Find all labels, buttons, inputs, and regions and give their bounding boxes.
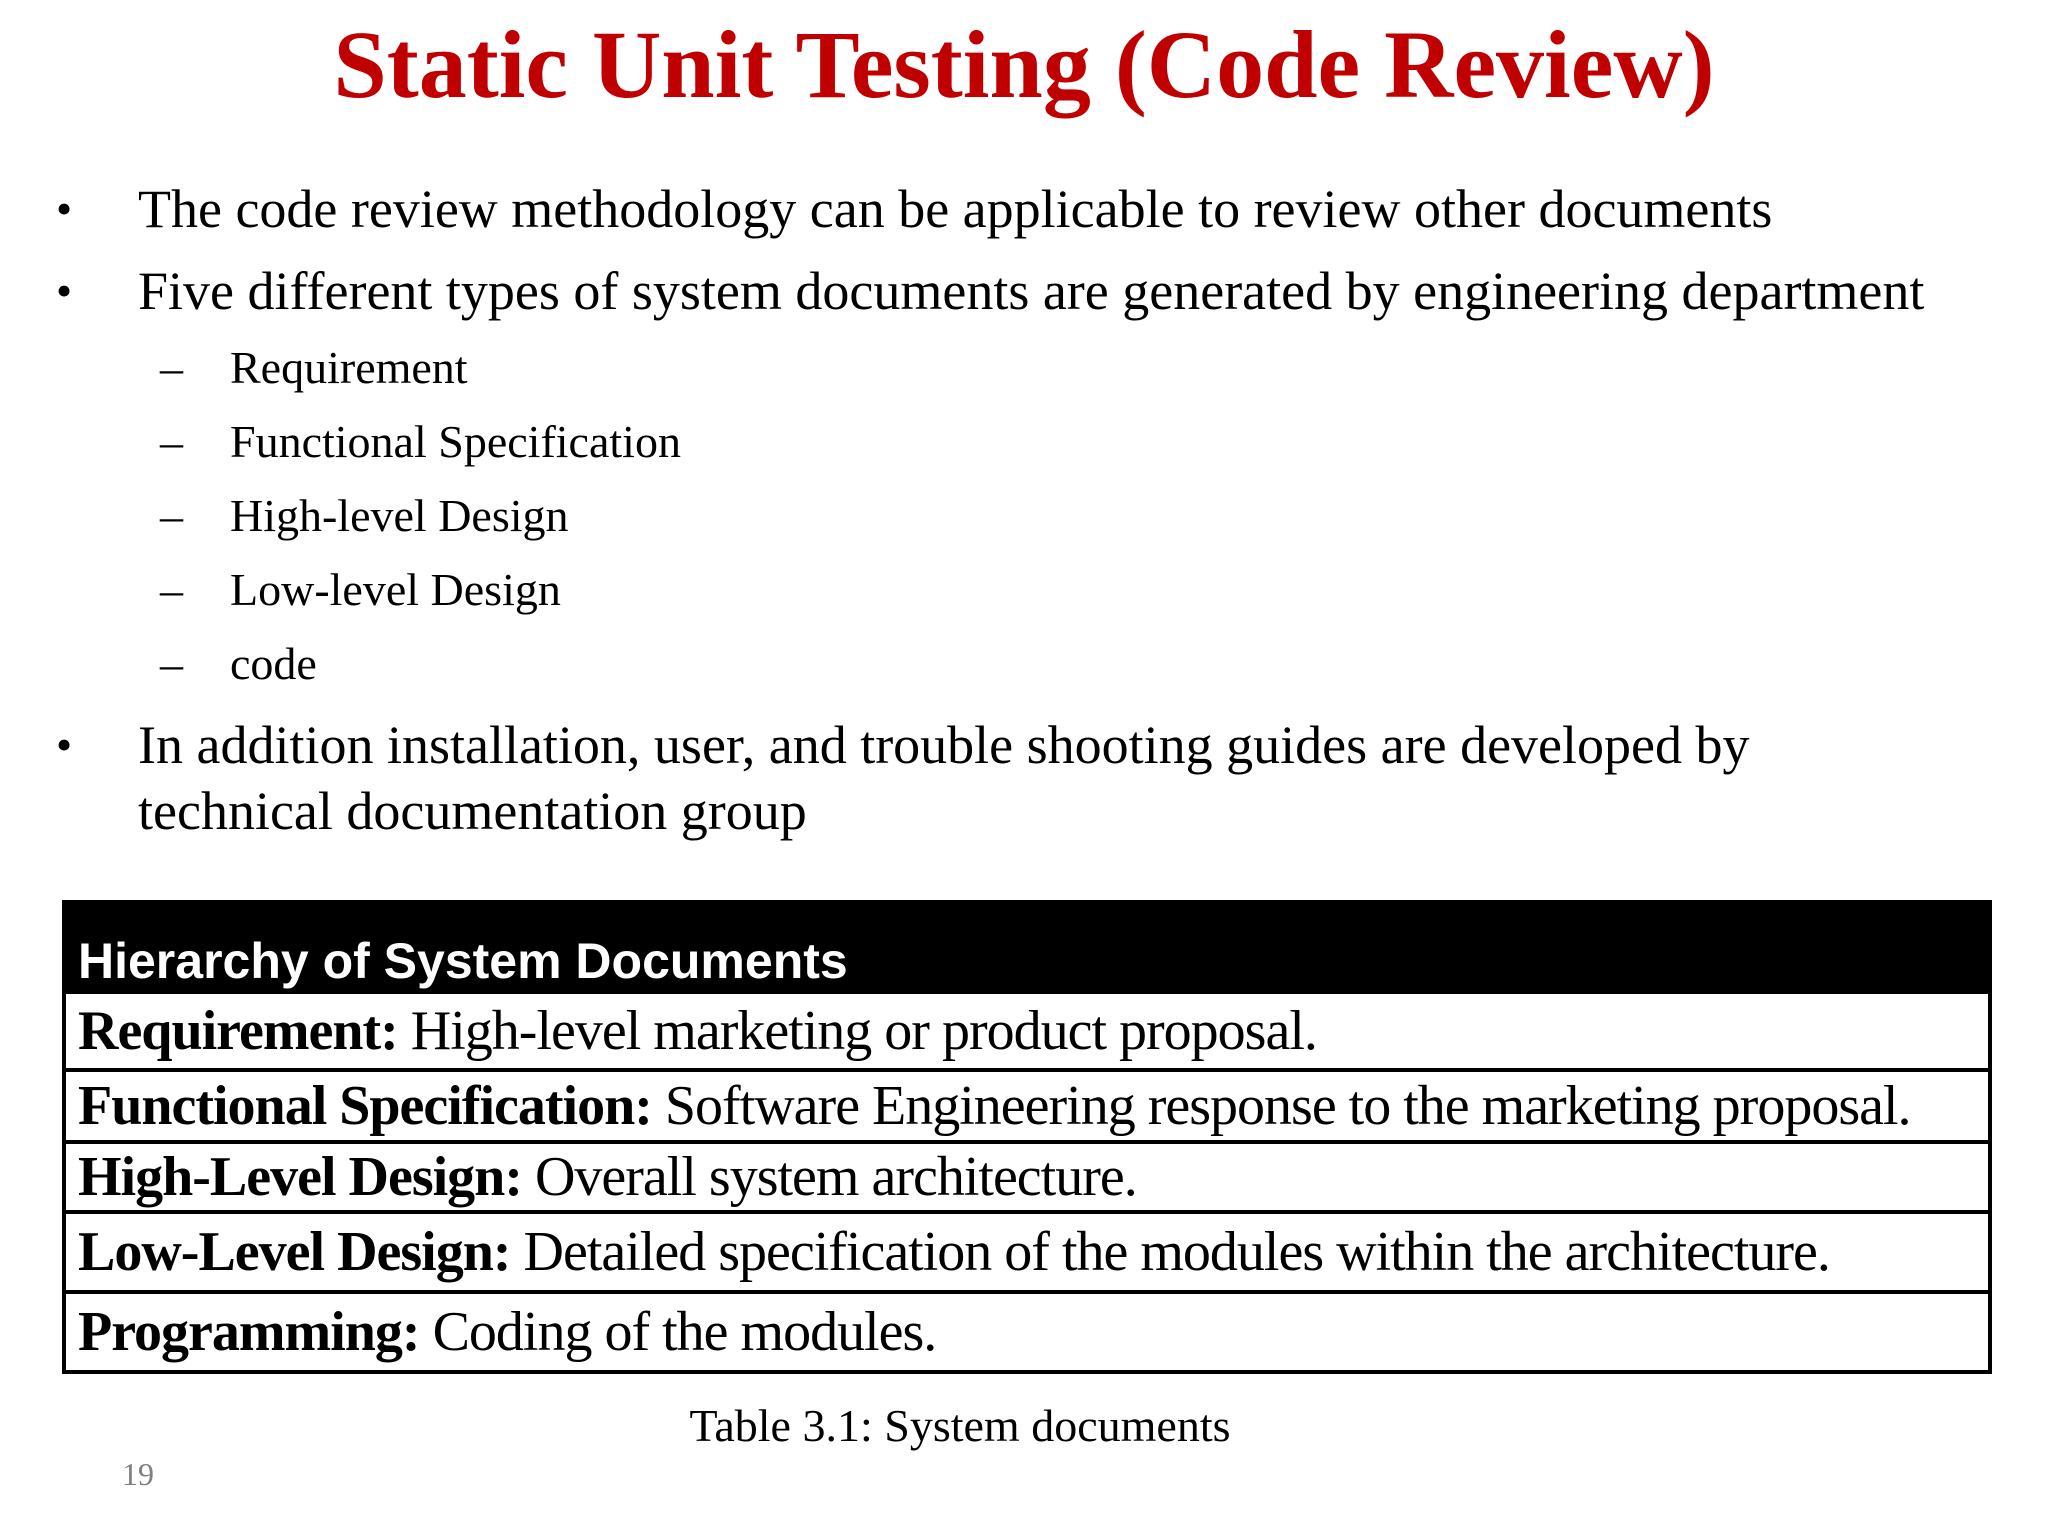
row-description: High-level marketing or product proposal. [410,1000,1317,1062]
bullet-text: Five different types of system documents are generated by engineering department [138,261,1925,321]
row-term: Functional Specification: [78,1075,652,1137]
row-term: Low-Level Design: [78,1221,511,1283]
sub-item-text: Functional Specification [230,416,681,467]
slide-title: Static Unit Testing (Code Review) [333,11,1715,118]
bullet-marker: • [56,183,73,234]
table-row [64,1070,1990,1142]
sub-item-text: Low-level Design [230,564,561,615]
bullet-marker: • [56,265,73,316]
table-cell [64,1292,1990,1372]
bullet-marker: • [56,719,73,770]
row-term: High-Level Design: [78,1146,522,1208]
table-row [64,1142,1990,1212]
sub-marker: – [160,564,183,615]
sub-item-text: Requirement [230,342,468,393]
table-row [64,992,1990,1070]
row-description: Overall system architecture. [534,1146,1137,1208]
table-cell [64,1070,1990,1142]
table-header-row [64,902,1990,992]
row-term: Programming: [78,1301,420,1363]
table-cell [64,992,1990,1070]
bullet-text: technical documentation group [138,781,807,841]
table-header: Hierarchy of System Documents [64,902,1990,992]
row-term: Requirement: [78,1000,398,1062]
table-row [64,1212,1990,1292]
row-description: Coding of the modules. [432,1301,937,1363]
row-description: Software Engineering response to the marketing proposal. [664,1075,1911,1137]
sub-item-text: code [230,638,317,689]
table-cell [64,1142,1990,1212]
page-number: 19 [122,1456,154,1492]
row-description: Detailed specification of the modules within the architecture. [523,1221,1830,1283]
sub-marker: – [160,638,183,689]
bullet-text: In addition installation, user, and trouble shooting guides are developed by [138,715,1750,775]
sub-marker: – [160,416,183,467]
sub-marker: – [160,490,183,541]
system-documents-table [62,900,1992,1374]
bullet-text: The code review methodology can be applicable to review other documents [138,179,1773,239]
sub-item-text: High-level Design [230,490,569,541]
table-cell [64,1212,1990,1292]
table-caption: Table 3.1: System documents [689,1400,1231,1451]
table-row [64,1292,1990,1372]
sub-marker: – [160,342,183,393]
